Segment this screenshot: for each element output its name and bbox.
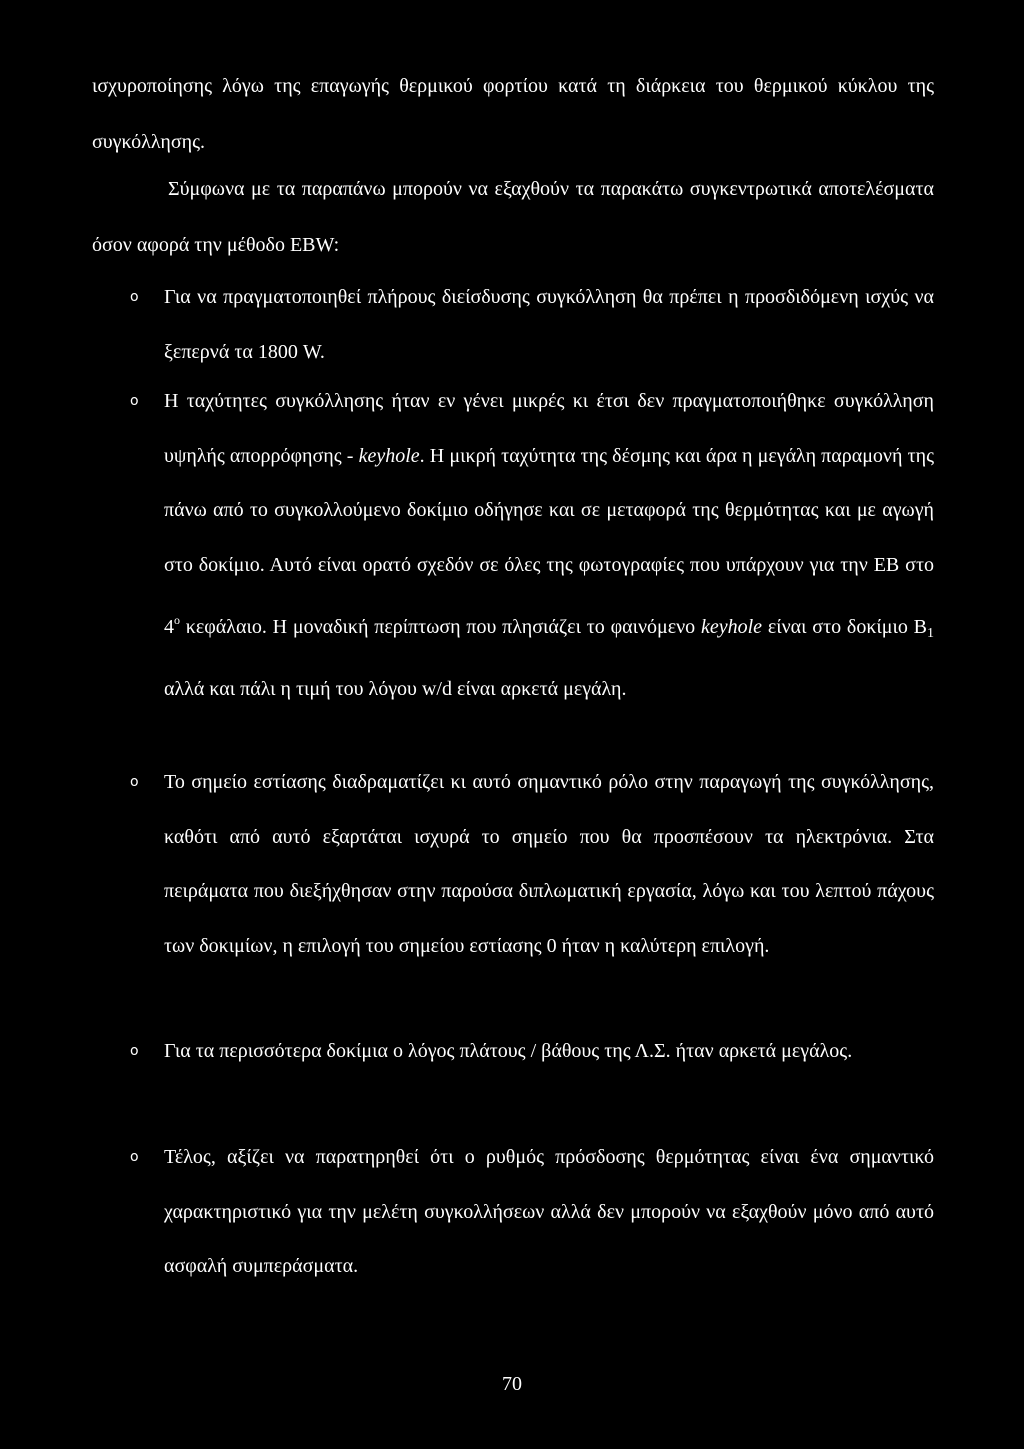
bullet-icon: o [130,1043,139,1059]
text-run: είναι στο δοκίμιο Β [762,615,928,638]
list-item [130,755,934,974]
list-item-text: Για να πραγματοποιηθεί πλήρους διείσδυσης συγκόλληση θα πρέπει η προσδιδόμενη ισχύς να ξεπερνά τα 1800 W. [164,286,934,363]
bullet-icon: o [130,774,139,790]
keyhole-term: keyhole [358,444,420,467]
list-item [130,1024,934,1079]
subscript: 1 [927,625,935,641]
text-run: κεφάλαιο. Η μοναδική περίπτωση που πλησιάζει το φαινόμενο [180,615,701,638]
text-run: . Η μικρή ταχύτητα της δέσμης και άρα η μεγάλη παραμονή της πάνω από το συγκολλούμενο δοκίμιο οδήγησε και σε μεταφορά της θερμότητας και με αγωγή στο δοκίμιο. Αυτό είναι ορατό σχεδόν σε όλες της φωτογραφίες που υπάρχουν για την ΕΒ στο 4 [164,444,934,638]
paragraph-continuation: ισχυροποίησης λόγω της επαγωγής θερμικού φορτίου κατά τη διάρκεια του θερμικού κύκλου της συγκόλλησης. [92,75,934,154]
text-run: αλλά και πάλι η τιμή του λόγου w/d είναι αρκετά μεγάλη. [164,677,627,700]
list-item [130,270,934,379]
text-run: Η ταχύτητες συγκόλλησης ήταν εν γένει μικρές κι έτσι δεν πραγματοποιήθηκε συγκόλληση υψηλής απορρόφησης - [164,390,934,467]
list-item [130,374,935,716]
bullet-icon: o [130,1149,139,1165]
page-number: 70 [502,1373,522,1395]
keyhole-term: keyhole [700,615,763,638]
list-item-text: Τέλος, αξίζει να παρατηρηθεί ότι ο ρυθμός πρόσδοσης θερμότητας είναι ένα σημαντικό χαρακτηριστικό για την μελέτη συγκολλήσεων αλλά δεν μπορούν να εξαχθούν μόνο από αυτό ασφαλή συμπεράσματα. [164,1146,934,1278]
bullet-icon: o [130,289,139,305]
list-item-text [164,390,934,700]
list-item-text: Το σημείο εστίασης διαδραματίζει κι αυτό σημαντικό ρόλο στην παραγωγή της συγκόλλησης, καθότι από αυτό εξαρτάται ισχυρά το σημείο που θα προσπέσουν τα ηλεκτρόνια. Στα πειράματα που διεξήχθησαν στην παρούσα διπλωματική εργασία, λόγω και του λεπτού πάχους των δοκιμίων, η επιλογή του σημείου εστίασης 0 ήταν η καλύτερη επιλογή. [164,771,934,958]
bullet-icon: o [130,393,139,409]
list-item [130,1130,934,1294]
list-item-text: Για τα περισσότερα δοκίμια ο λόγος πλάτους / βάθους της Λ.Σ. ήταν αρκετά μεγάλος. [164,1040,853,1062]
paragraph-summary-intro: Σύμφωνα με τα παραπάνω μπορούν να εξαχθούν τα παρακάτω συγκεντρωτικά αποτελέσματα όσον αφορά την μέθοδο EBW: [92,178,934,257]
superscript: ο [174,612,180,627]
